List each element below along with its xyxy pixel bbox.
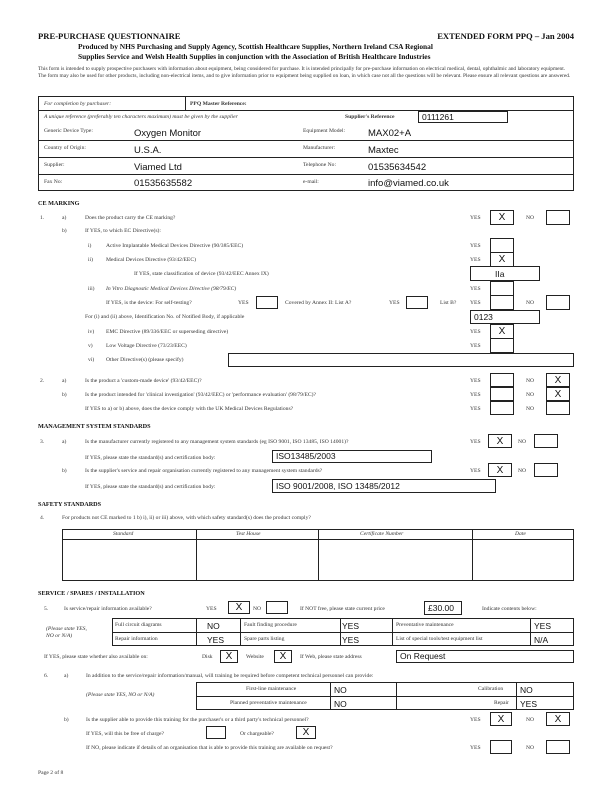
check-mark: X (554, 375, 562, 386)
q2a-text: Is the product a 'custom-made device' (93/42/EEC)? (85, 378, 202, 384)
repair-label: Repair (494, 700, 509, 706)
q6-please-state: (Please state YES, NO or N/A) (86, 692, 155, 698)
q6b-note-no-label: NO (526, 745, 535, 751)
divider (516, 682, 517, 710)
repair-info-value: YES (207, 635, 225, 645)
q3b-no-checkbox[interactable] (534, 463, 558, 477)
intro-text: This form is intended to supply prospective purchasers with information about equipment, being considered for purchase. It is intended principally for pre-purchase information on electrical medical, dental, ophthalmic and laboratory equipment. The form may also be used for other products, including non-electrical items, and to give information prior to equipment being supplied on loan, in which case not all the questions will be relevant. Please ensure all relevant questions are answered. (38, 66, 571, 79)
country-value: U.S.A. (134, 145, 162, 156)
email-label: e-mail: (303, 179, 319, 185)
check-mark: X (496, 465, 504, 476)
notified-body-value: 0123 (474, 312, 493, 322)
q2a-yes-label: YES (470, 378, 481, 384)
email-value: info@viamed.co.uk (368, 178, 449, 189)
q1b-ii-number: ii) (88, 257, 93, 263)
check-mark: X (496, 436, 504, 447)
q1a-letter: a) (62, 215, 67, 221)
q3a-yes-checkbox[interactable] (488, 434, 512, 448)
divider (38, 157, 574, 158)
divider (318, 529, 319, 581)
telephone-value: 01535634542 (368, 162, 427, 173)
manufacturer-value: Maxtec (368, 145, 399, 156)
divider (530, 618, 531, 646)
q1b-iv-yes-label: YES (470, 329, 481, 335)
generic-device-label: Generic Device Type: (44, 128, 93, 134)
q2a-no-checkbox[interactable] (546, 373, 570, 387)
mgmt-heading: MANAGEMENT SYSTEM STANDARDS (38, 423, 151, 430)
q1b-iii-number: iii) (88, 286, 95, 292)
list-a-yes-label: YES (389, 300, 400, 306)
q2-note: If YES to a) or b) above, does the device comply with the UK Medical Devices Regulations? (85, 406, 294, 412)
q1a-text: Does the product carry the CE marking? (85, 215, 176, 221)
fault-finding-label: Fault finding procedure (244, 622, 297, 628)
check-mark: X (302, 727, 310, 738)
disk-checkbox[interactable] (220, 650, 238, 663)
safety-heading: SAFETY STANDARDS (38, 501, 102, 508)
q5-number: 5. (44, 606, 49, 612)
col-certificate-number: Certificate Number (360, 531, 404, 537)
fax-label: Fax No: (44, 179, 63, 185)
q3a-cert-value: ISO13485/2003 (276, 451, 336, 461)
q6b-chargeable-checkbox[interactable] (296, 726, 316, 739)
classification-value: IIa (495, 269, 505, 279)
divider (240, 618, 241, 646)
q1b-v-text: Low Voltage Directive (73/23/EEC) (106, 343, 187, 349)
self-testing-yes-label: YES (238, 300, 249, 306)
list-b-label: List B? (440, 300, 457, 306)
purchaser-label: For completion by purchaser: (44, 101, 112, 107)
planned-maint-value: NO (334, 699, 347, 709)
q5-indicate-label: Indicate contents below: (482, 606, 537, 612)
q6b-note-yes-label: YES (470, 745, 481, 751)
list-b-yes-label: YES (470, 300, 481, 306)
q3b-yes-checkbox[interactable] (488, 463, 512, 477)
q1b-i-checkbox[interactable] (490, 238, 514, 253)
classification-label: If YES, state classification of device (93/42/EEC Annex IX) (134, 271, 269, 277)
calibration-value: NO (520, 685, 533, 695)
telephone-label: Telephone No: (303, 162, 337, 168)
q3b-cert-label: If YES, please state the standard(s) and certification body: (85, 484, 216, 490)
fault-finding-value: YES (342, 621, 360, 631)
web-address-value: On Request (400, 651, 446, 661)
q2b-text: Is the product intended for 'clinical investigation' (93/42/EEC) or 'performance evaluation' (98/79/EC)? (85, 392, 316, 398)
q1b-iv-checkbox[interactable] (490, 324, 514, 339)
col-test-house: Test House (236, 531, 261, 537)
q5-yes-checkbox[interactable] (228, 601, 250, 614)
q6b-free-label: If YES, will this be free of charge? (86, 731, 164, 737)
divider (472, 529, 473, 581)
q3a-no-checkbox[interactable] (534, 434, 558, 448)
q1-number: 1. (40, 215, 45, 221)
divider (330, 682, 331, 710)
supplier-ref-value: 0111261 (422, 112, 454, 122)
q6-number: 6. (44, 673, 49, 679)
q3b-no-label: NO (518, 468, 527, 474)
q3a-letter: a) (62, 439, 67, 445)
q6a-letter: a) (64, 673, 69, 679)
q6b-note-yes-checkbox[interactable] (490, 740, 512, 754)
repair-value: YES (520, 699, 538, 709)
q1b-vi-number: vi) (88, 357, 95, 363)
page-number: Page 2 of 8 (38, 770, 64, 776)
q6b-note-no-checkbox[interactable] (546, 740, 570, 754)
q3a-yes-label: YES (470, 439, 481, 445)
q1b-letter: b) (62, 228, 67, 234)
spare-parts-value: YES (342, 635, 360, 645)
country-label: Country of Origin: (44, 145, 86, 151)
preventative-maint-value: YES (534, 621, 552, 631)
q6b-chargeable-label: Or chargeable? (240, 731, 274, 737)
check-mark: X (498, 212, 506, 223)
ce-heading: CE MARKING (38, 200, 80, 207)
q1b-iv-number: iv) (88, 329, 95, 335)
q3b-cert-field[interactable] (272, 479, 496, 493)
online-available-label: If YES, please state whether also available on: (44, 654, 148, 660)
q1a-yes-checkbox[interactable] (490, 210, 514, 225)
q3a-cert-label: If YES, please state the standard(s) and certification body: (85, 455, 216, 461)
divider (196, 696, 574, 697)
list-b-yes-checkbox[interactable] (490, 295, 514, 310)
q3b-cert-value: ISO 9001/2008, ISO 13485/2012 (276, 481, 400, 491)
q2b-no-checkbox[interactable] (546, 387, 570, 401)
supplier-ref-label: Supplier's Reference (345, 114, 395, 120)
special-tools-label: List of special tools/test equipment list (396, 636, 483, 642)
q1b-ii-yes-label: YES (470, 257, 481, 263)
q2a-yes-checkbox[interactable] (490, 373, 514, 387)
ppq-master-label: PPQ Master Reference: (190, 101, 247, 107)
supplier-label: Supplier: (44, 162, 65, 168)
form-title: PRE-PURCHASE QUESTIONNAIRE (38, 31, 181, 41)
circuit-diagrams-value: NO (207, 621, 220, 631)
check-mark: X (225, 651, 233, 662)
web-address-label: If Web, please state address (300, 654, 362, 660)
q1b-text: If YES, to which EC Directive(s): (85, 228, 161, 234)
q1b-i-yes-label: YES (470, 243, 481, 249)
special-tools-value: N/A (534, 635, 549, 645)
q2b-yes-checkbox[interactable] (490, 387, 514, 401)
q6b-free-checkbox[interactable] (206, 726, 226, 739)
divider (340, 618, 341, 646)
divider (196, 618, 197, 646)
classification-field[interactable] (470, 266, 540, 281)
q1b-iii-checkbox[interactable] (490, 281, 514, 296)
q2-comply-yes-label: YES (470, 406, 481, 412)
q5-text: Is service/repair information available? (64, 606, 152, 612)
website-checkbox[interactable] (274, 650, 292, 663)
first-line-label: First-line maintenance (246, 686, 297, 692)
check-mark: X (554, 714, 562, 725)
q5-yes-label: YES (206, 606, 217, 612)
q1a-yes-label: YES (470, 215, 481, 221)
q6b-letter: b) (64, 717, 69, 723)
equipment-model-value: MAX02+A (368, 128, 412, 139)
col-date: Date (515, 531, 526, 537)
q2a-letter: a) (62, 378, 67, 384)
website-label: Website (246, 654, 264, 660)
divider (185, 96, 186, 110)
q1b-v-yes-label: YES (470, 343, 481, 349)
q2-comply-no-label: NO (526, 406, 535, 412)
supplier-value: Viamed Ltd (134, 162, 182, 173)
q1b-iii-text: In Vitro Diagnostic Medical Devices Directive (98/79/EC) (106, 286, 237, 292)
planned-maint-label: Planned preventative maintenance (230, 700, 307, 706)
list-a-checkbox[interactable] (406, 296, 428, 309)
generic-device-value: Oxygen Monitor (134, 128, 202, 139)
q1b-ii-checkbox[interactable] (490, 252, 514, 267)
check-mark: X (279, 651, 287, 662)
q5-please-state: (Please state YES, NO or N/A) (46, 626, 87, 639)
q1b-iii-yes-label: YES (470, 286, 481, 292)
divider (38, 174, 574, 175)
q1b-i-text: Active Implantable Medical Devices Directive (90/385/EEC) (106, 243, 244, 249)
divider (392, 618, 393, 646)
web-address-field[interactable] (396, 650, 574, 663)
q1b-vi-text: Other Directive(s) (please specify) (106, 357, 184, 363)
q3a-cert-field[interactable] (272, 450, 432, 463)
q5-no-label: NO (253, 606, 262, 612)
q6b-note: If NO, please indicate if details of an organisation that is able to provide this training are available on request? (86, 745, 333, 751)
q3b-yes-label: YES (470, 468, 481, 474)
unique-ref-label: A unique reference (preferably ten characters maximum) must be given by the supplier (44, 114, 238, 120)
q1b-ii-text: Medical Devices Directive (93/42/EEC) (106, 257, 196, 263)
equipment-model-label: Equipment Model: (303, 128, 346, 134)
divider (196, 529, 197, 581)
calibration-label: Calibration (478, 686, 504, 692)
q6b-yes-label: YES (470, 717, 481, 723)
q2b-yes-label: YES (470, 392, 481, 398)
q5-price-field[interactable] (424, 601, 462, 615)
q6b-no-label: NO (526, 717, 535, 723)
q3b-text: Is the supplier's service and repair organisation currently registered to any management system standards? (85, 468, 323, 474)
q2-number: 2. (40, 378, 45, 384)
q1b-i-number: i) (88, 243, 92, 249)
check-mark: X (554, 389, 562, 400)
self-testing-checkbox[interactable] (256, 296, 278, 309)
q3a-no-label: NO (518, 439, 527, 445)
q2a-no-label: NO (526, 378, 535, 384)
service-heading: SERVICE / SPARES / INSTALLATION (38, 590, 145, 597)
spare-parts-label: Spare parts listing (244, 636, 285, 642)
q3-number: 3. (40, 439, 45, 445)
divider (38, 140, 574, 141)
repair-info-label: Repair information (115, 636, 158, 642)
divider (396, 682, 397, 710)
check-mark: X (498, 326, 506, 337)
first-line-value: NO (334, 685, 347, 695)
supplier-ref-field[interactable] (418, 111, 508, 123)
q1a-no-label: NO (526, 215, 535, 221)
notified-body-label: For (i) and (ii) above, Identification No. of Notified Body, if applicable (85, 314, 245, 320)
form-version: EXTENDED FORM PPQ – Jan 2004 (437, 31, 574, 41)
other-directives-field[interactable] (228, 353, 574, 367)
self-testing-label: If YES, is the device: For self-testing? (106, 300, 192, 306)
q5-price-label: If NOT free, please state current price (300, 606, 385, 612)
list-b-no-checkbox[interactable] (546, 295, 570, 310)
q6b-no-checkbox[interactable] (546, 712, 570, 726)
check-mark: X (235, 602, 243, 613)
q3b-letter: b) (62, 468, 67, 474)
q1b-iv-text: EMC Directive (89/336/EEC or superseding directive) (106, 329, 229, 335)
q6b-text: Is the supplier able to provide this training for the purchaser's or a third party's technical personnel? (86, 717, 309, 723)
list-a-label: Covered by Annex II: List A? (285, 300, 352, 306)
q2b-letter: b) (62, 392, 67, 398)
produced-line-1: Produced by NHS Purchasing and Supply Agency, Scottish Healthcare Supplies, Northern Ireland CSA Regional (78, 42, 433, 51)
circuit-diagrams-label: Full circuit diagrams (115, 622, 162, 628)
q1b-v-number: v) (88, 343, 93, 349)
manufacturer-label: Manufacturer: (303, 145, 335, 151)
q3a-text: Is the manufacturer currently registered to any management system standards (eg ISO 9001, ISO 13485, ISO 14001)? (85, 439, 349, 445)
q4-text: For products not CE marked to 1 b) i), ii) or iii) above, with which safety standard(s) does the product comply? (62, 515, 311, 521)
q4-number: 4. (40, 515, 45, 521)
q2-comply-yes-checkbox[interactable] (490, 401, 514, 415)
disk-label: Disk (202, 654, 213, 660)
q6b-yes-checkbox[interactable] (490, 712, 512, 726)
q5-no-checkbox[interactable] (266, 601, 288, 614)
produced-line-2: Supplies Service and Welsh Health Supplies in conjunction with the Association of British Healthcare Industries (78, 52, 431, 61)
col-standard: Standard (113, 531, 134, 537)
preventative-maint-label: Preventative maintenance (396, 622, 454, 628)
check-mark: X (497, 714, 505, 725)
q1b-v-checkbox[interactable] (490, 338, 514, 353)
divider (112, 632, 574, 633)
q2b-no-label: NO (526, 392, 535, 398)
notified-body-field[interactable] (470, 310, 540, 324)
q2-comply-no-checkbox[interactable] (546, 401, 570, 415)
q1a-no-checkbox[interactable] (546, 210, 570, 225)
q5-price-value: £30.00 (428, 603, 454, 613)
fax-value: 01535635582 (134, 178, 193, 189)
q6a-text: In addition to the service/repair information/manual, will training be required before competent technical personnel can provide: (86, 673, 374, 679)
check-mark: X (498, 254, 506, 265)
list-b-no-label: NO (526, 300, 535, 306)
